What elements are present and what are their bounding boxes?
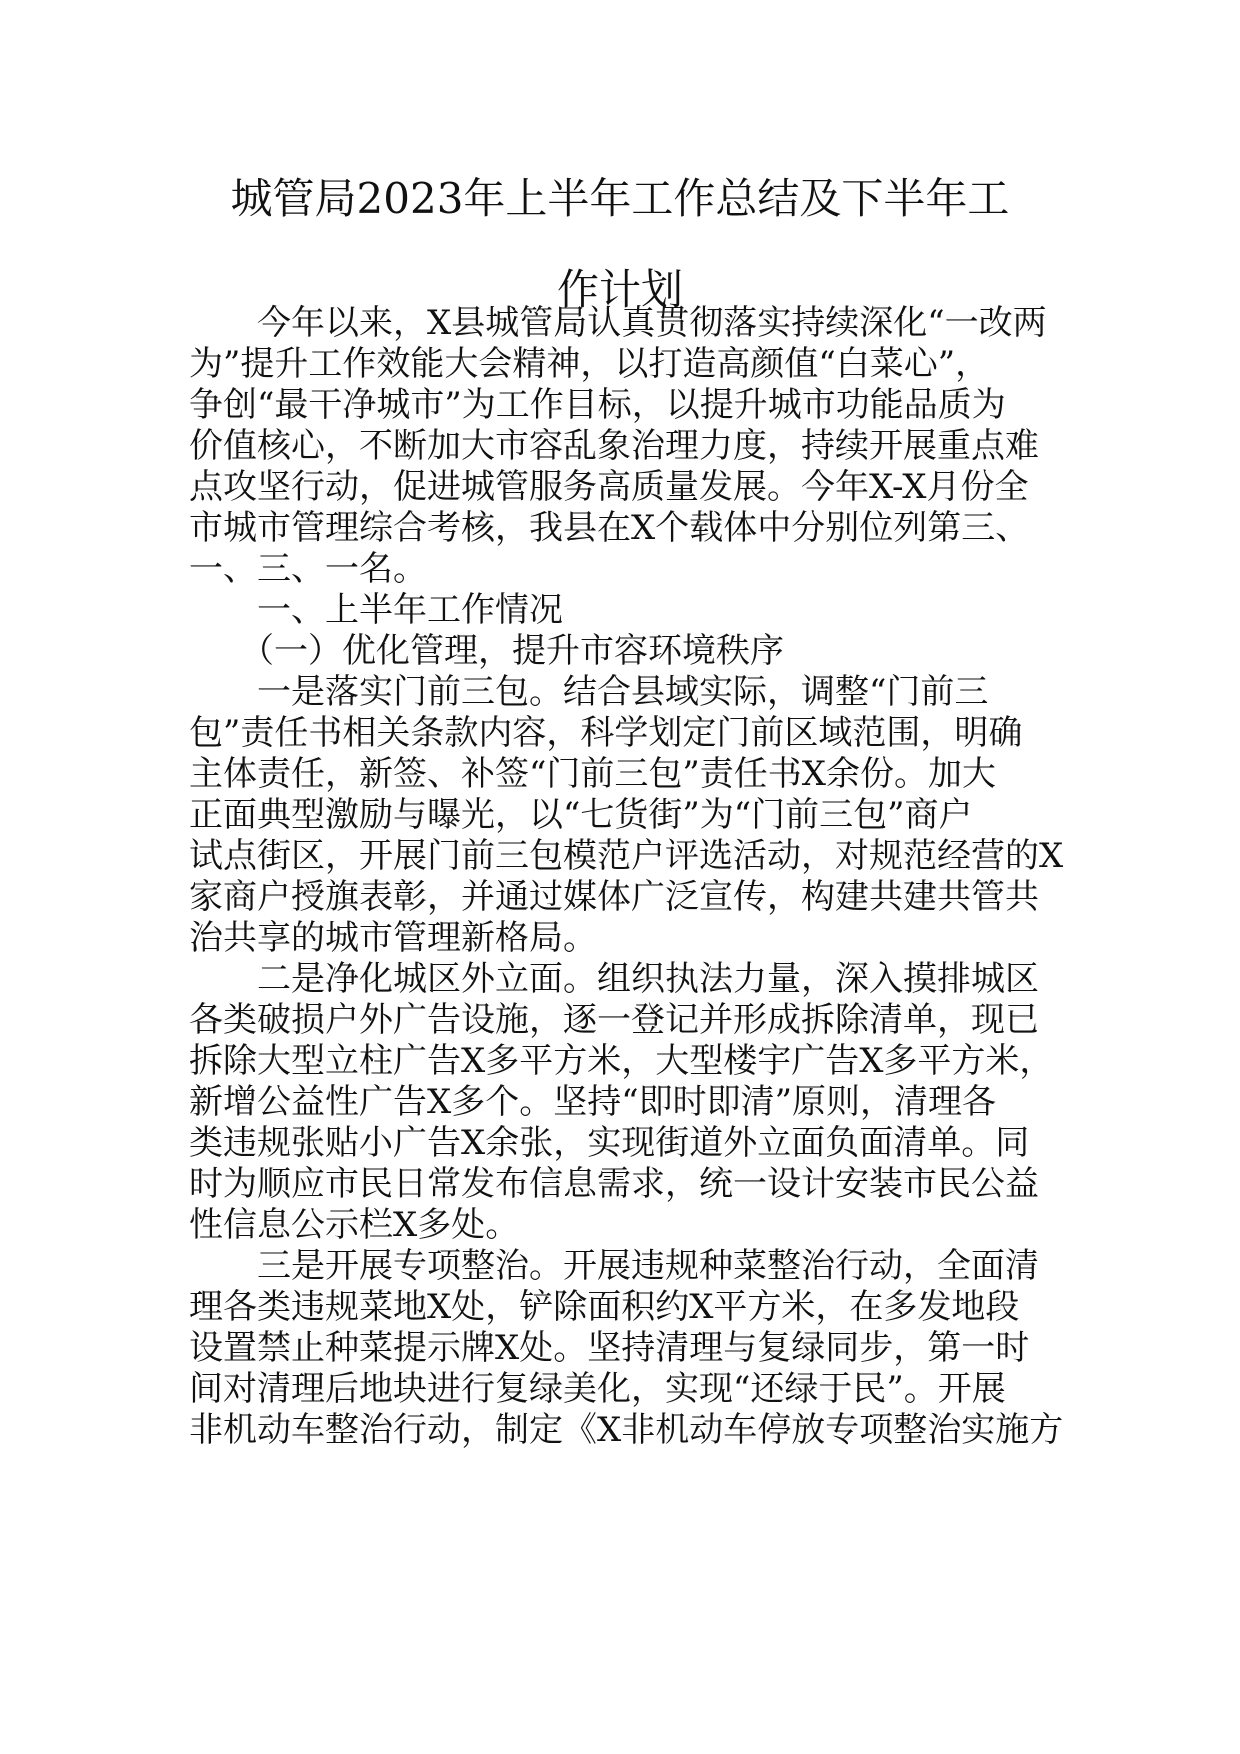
body-line: 间对清理后地块进行复绿美化，实现“还绿于民”。开展 bbox=[189, 1369, 1006, 1409]
body-line: 三是开展专项整治。开展违规种菜整治行动，全面清 bbox=[189, 1246, 1039, 1286]
document-title-line-1: 城管局2023年上半年工作总结及下半年工 bbox=[230, 174, 1010, 223]
body-line: 今年以来，X县城管局认真贯彻落实持续深化“一改两 bbox=[189, 303, 1047, 343]
body-line: 争创“最干净城市”为工作目标，以提升城市功能品质为 bbox=[189, 385, 1006, 425]
body-line: 家商户授旗表彰，并通过媒体广泛宣传，构建共建共管共 bbox=[189, 877, 1039, 917]
body-line: 主体责任，新签、补签“门前三包”责任书X余份。加大 bbox=[189, 754, 996, 794]
body-line: 类违规张贴小广告X余张，实现街道外立面负面清单。同 bbox=[189, 1123, 1030, 1163]
section-heading: 一、上半年工作情况 bbox=[189, 590, 563, 630]
body-line: 新增公益性广告X多个。坚持“即时即清”原则，清理各 bbox=[189, 1082, 996, 1122]
body-line: 试点街区，开展门前三包模范户评选活动，对规范经营的X bbox=[189, 836, 1064, 876]
document-title-line-2: 作计划 bbox=[556, 265, 683, 314]
body-line: 各类破损户外广告设施，逐一登记并形成拆除清单，现已 bbox=[189, 1000, 1039, 1040]
body-line: 一、三、一名。 bbox=[189, 549, 427, 589]
body-line: 一是落实门前三包。结合县域实际，调整“门前三 bbox=[189, 672, 989, 712]
body-line: 点攻坚行动，促进城管服务高质量发展。今年X-X月份全 bbox=[189, 467, 1029, 507]
body-line: 非机动车整治行动，制定《X非机动车停放专项整治实施方 bbox=[189, 1410, 1064, 1450]
body-line: 设置禁止种菜提示牌X处。坚持清理与复绿同步，第一时 bbox=[189, 1328, 1030, 1368]
subsection-heading: （一）优化管理，提升市容环境秩序 bbox=[189, 631, 784, 671]
body-line: 价值核心，不断加大市容乱象治理力度，持续开展重点难 bbox=[189, 426, 1039, 466]
body-line: 包”责任书相关条款内容，科学划定门前区域范围，明确 bbox=[189, 713, 1023, 753]
body-line: 理各类违规菜地X处，铲除面积约X平方米，在多发地段 bbox=[189, 1287, 1020, 1327]
body-line: 正面典型激励与曝光，以“七货街”为“门前三包”商户 bbox=[189, 795, 973, 835]
body-line: 市城市管理综合考核，我县在X个载体中分别位列第三、 bbox=[189, 508, 1030, 548]
body-line: 时为顺应市民日常发布信息需求，统一设计安装市民公益 bbox=[189, 1164, 1039, 1204]
body-line: 治共享的城市管理新格局。 bbox=[189, 918, 597, 958]
body-line: 性信息公示栏X多处。 bbox=[189, 1205, 520, 1245]
body-line: 拆除大型立柱广告X多平方米，大型楼宇广告X多平方米， bbox=[189, 1041, 1054, 1081]
body-line: 二是净化城区外立面。组织执法力量，深入摸排城区 bbox=[189, 959, 1039, 999]
body-line: 为”提升工作效能大会精神，以打造高颜值“白菜心”， bbox=[189, 344, 990, 384]
